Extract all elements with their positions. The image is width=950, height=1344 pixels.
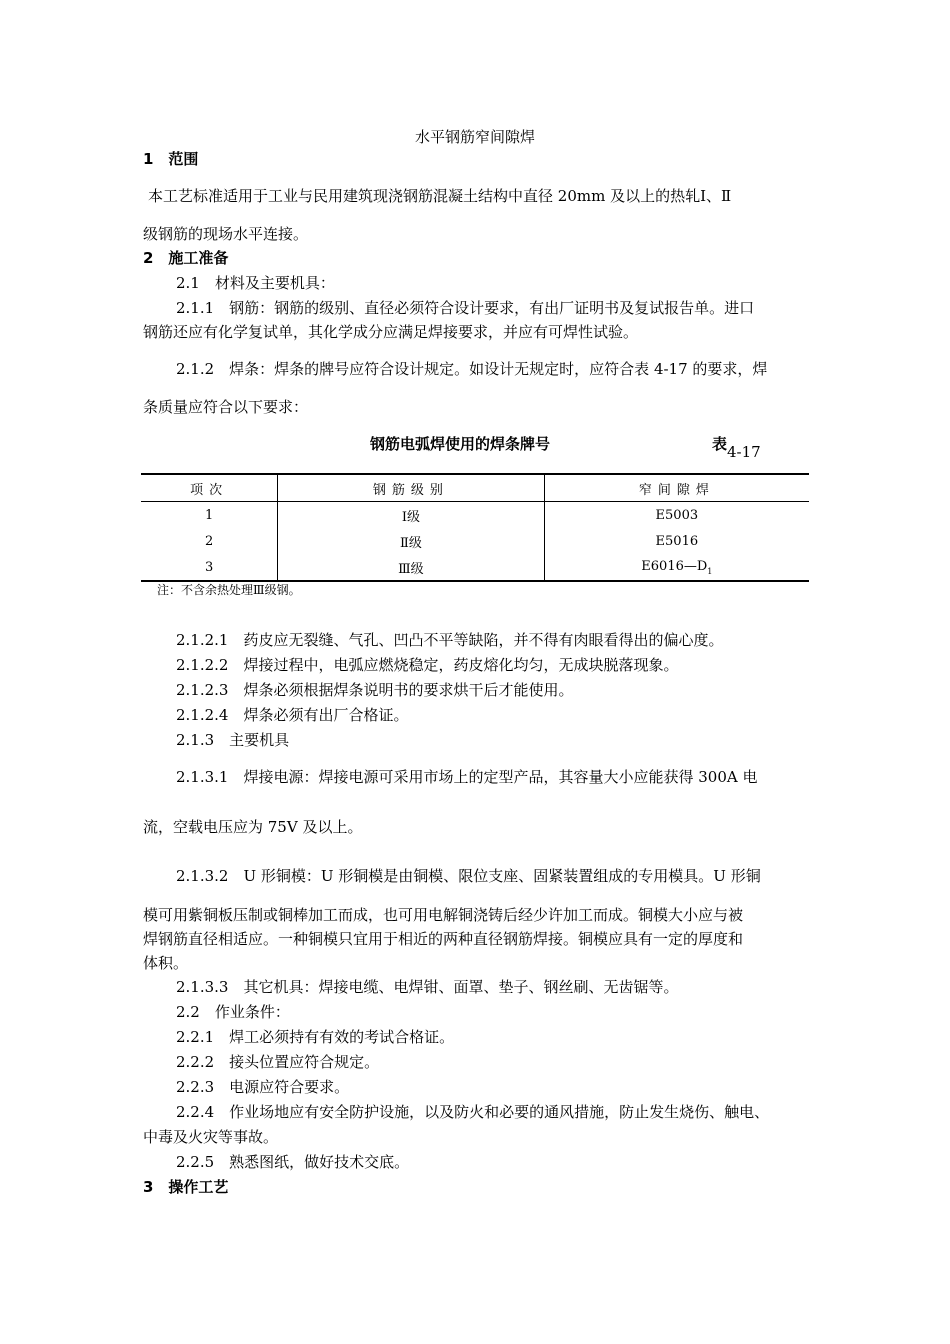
table-header-cell: 窄间隙焊 [544, 474, 809, 502]
table-number-value: 4-17 [727, 443, 761, 461]
table-row [141, 554, 809, 581]
para-2-2-2: 2.2.2 接头位置应符合规定。 [176, 1053, 380, 1071]
table-cell [544, 554, 809, 581]
section-2-heading: 2 施工准备 [143, 249, 229, 267]
para-2-1-2-4: 2.1.2.4 焊条必须有出厂合格证。 [176, 706, 409, 724]
para-2-1-1-line-1: 2.1.1 钢筋：钢筋的级别、直径必须符合设计要求，有出厂证明书及复试报告单。进口 [176, 299, 755, 317]
paragraph-1-line-1: 本工艺标准适用于工业与民用建筑现浇钢筋混凝土结构中直径 20mm 及以上的热轧Ⅰ、Ⅱ [148, 187, 732, 205]
table-cell: Ⅰ级 [278, 502, 545, 529]
table-header-cell: 钢筋级别 [278, 474, 545, 502]
para-2-2-3: 2.2.3 电源应符合要求。 [176, 1078, 350, 1096]
table-cell-text: E6016—D [641, 558, 708, 574]
para-2-1-3-2-line-3: 焊钢筋直径相适应。一种铜模只宜用于相近的两种直径钢筋焊接。铜模应具有一定的厚度和 [143, 930, 744, 948]
table-row [141, 528, 809, 554]
para-2-1-2-line-1: 2.1.2 焊条：焊条的牌号应符合设计规定。如设计无规定时，应符合表 4-17 的要求，焊 [176, 360, 768, 378]
table-cell: Ⅲ级 [278, 554, 545, 581]
para-2-1-3-3: 2.1.3.3 其它机具：焊接电缆、电焊钳、面罩、垫子、钢丝刷、无齿锯等。 [176, 978, 679, 996]
table-cell: 1 [204, 507, 214, 523]
table-cell: 3 [141, 554, 278, 581]
table-number [712, 434, 761, 461]
section-1-heading: 1 范围 [143, 150, 199, 168]
table-title: 钢筋电弧焊使用的焊条牌号 [370, 435, 551, 453]
para-2-1-2-3: 2.1.2.3 焊条必须根据焊条说明书的要求烘干后才能使用。 [176, 681, 574, 699]
para-2-1-3-2-line-2: 模可用紫铜板压制或铜棒加工而成，也可用电解铜浇铸后经少许加工而成。铜模大小应与被 [143, 906, 744, 924]
para-2-2-4-line-2: 中毒及火灾等事故。 [143, 1128, 279, 1146]
para-2-1-3-2-line-4: 体积。 [143, 954, 189, 972]
paragraph-1-line-2: 级钢筋的现场水平连接。 [143, 225, 309, 243]
para-2-1-2-2: 2.1.2.2 焊接过程中，电弧应燃烧稳定，药皮熔化均匀，无成块脱落现象。 [176, 656, 679, 674]
para-2-2: 2.2 作业条件： [176, 1003, 290, 1021]
table-cell: 2 [204, 533, 214, 549]
para-2-1-2-line-2: 条质量应符合以下要求： [143, 398, 309, 416]
para-2-1-3-1-line-1: 2.1.3.1 焊接电源：焊接电源可采用市场上的定型产品，其容量大小应能获得 300A 电 [176, 768, 758, 786]
table-header-row [141, 474, 809, 502]
para-2-2-5: 2.2.5 熟悉图纸，做好技术交底。 [176, 1153, 410, 1171]
para-2-1: 2.1 材料及主要机具： [176, 274, 335, 292]
para-2-1-2-1: 2.1.2.1 药皮应无裂缝、气孔、凹凸不平等缺陷，并不得有肉眼看得出的偏心度。 [176, 631, 724, 649]
para-2-1-3: 2.1.3 主要机具 [176, 731, 290, 749]
table-number-label: 表 [712, 435, 728, 453]
para-2-2-1: 2.2.1 焊工必须持有有效的考试合格证。 [176, 1028, 455, 1046]
para-2-1-3-2-line-1: 2.1.3.2 U 形铜模：U 形铜模是由铜模、限位支座、固紧装置组成的专用模具。U 形铜 [176, 867, 761, 885]
para-2-1-1-line-2: 钢筋还应有化学复试单，其化学成分应满足焊接要求，并应有可焊性试验。 [143, 323, 639, 341]
electrode-table [141, 473, 809, 582]
para-2-1-3-1-line-2: 流，空载电压应为 75V 及以上。 [143, 818, 363, 836]
table-cell: E5003 [544, 502, 809, 529]
table-note: 注：不含余热处理Ⅲ级钢。 [157, 583, 301, 597]
table-cell: Ⅱ级 [278, 528, 545, 554]
section-3-heading: 3 操作工艺 [143, 1178, 229, 1196]
table-row [141, 502, 809, 529]
table-header-cell: 项次 [141, 474, 278, 502]
table-cell: E5016 [544, 528, 809, 554]
doc-title: 水平钢筋窄间隙焊 [414, 128, 535, 146]
table-cell-subscript: 1 [707, 566, 713, 576]
para-2-2-4-line-1: 2.2.4 作业场地应有安全防护设施，以及防火和必要的通风措施，防止发生烧伤、触电、 [176, 1103, 770, 1121]
